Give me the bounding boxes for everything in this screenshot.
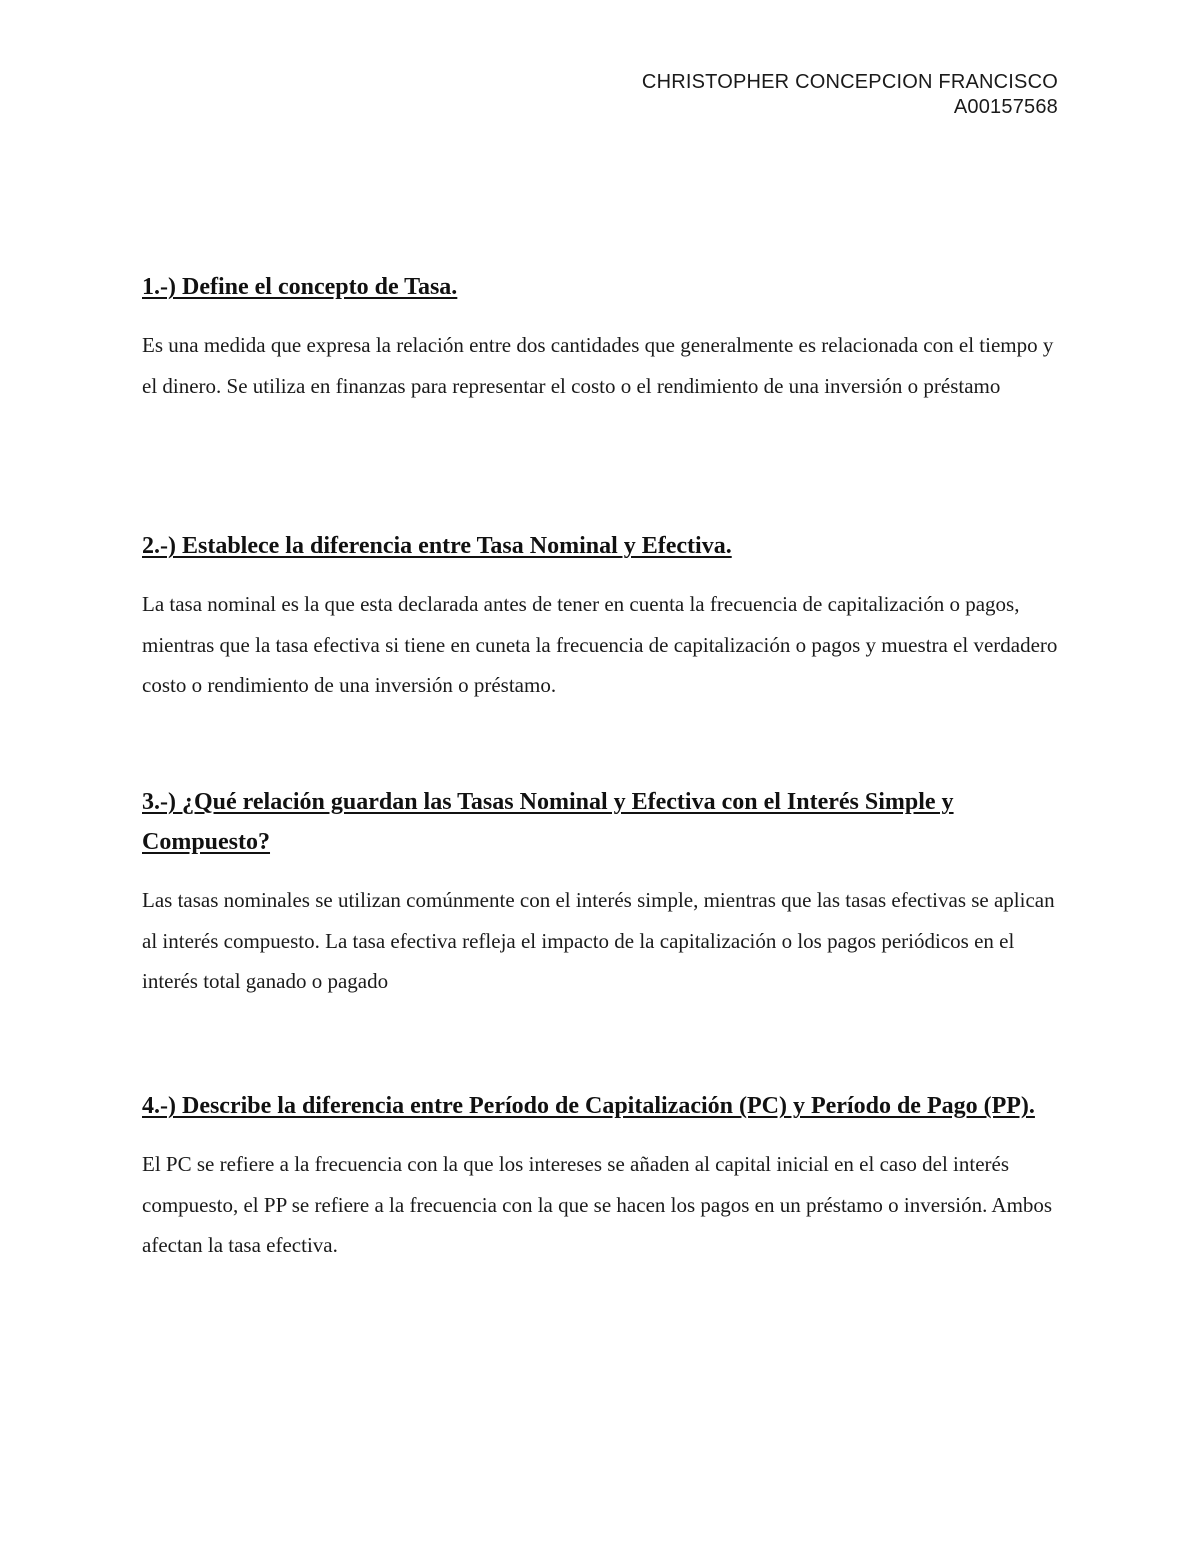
section-4 [142, 1086, 1067, 1266]
answer-4-paragraph: El PC se refiere a la frecuencia con la que los intereses se añaden al capital inicial en el caso del interés compuesto, el PP se refiere a la frecuencia con la que se hacen los pagos en un préstamo o inversión. Ambos afectan la tasa efectiva. [142, 1152, 1053, 1257]
document-body [142, 267, 1067, 1266]
answer-3-paragraph: Las tasas nominales se utilizan comúnmente con el interés simple, mientras que las tasas efectivas se aplican al interés compuesto. La tasa efectiva refleja el impacto de la capitalización o los pagos periódicos en el interés total ganado o pagado [142, 888, 1055, 993]
question-4-heading: 4.-) Describe la diferencia entre Período de Capitalización (PC) y Período de Pago (PP). [142, 1093, 1035, 1119]
author-name: CHRISTOPHER CONCEPCION FRANCISCO [641, 71, 1058, 93]
section-1 [142, 267, 1067, 526]
question-1-heading: 1.-) Define el concepto de Tasa. [142, 274, 458, 300]
section-2 [142, 526, 1067, 782]
section-3 [142, 782, 1067, 1086]
document-header [642, 70, 1058, 120]
answer-2-paragraph: La tasa nominal es la que esta declarada antes de tener en cuenta la frecuencia de capitalización o pagos, mientras que la tasa efectiva si tiene en cuneta la frecuencia de capitalización o pagos y muestra el verdadero costo o rendimiento de una inversión o préstamo. [142, 592, 1058, 697]
student-id: A00157568 [953, 96, 1058, 118]
answer-1-paragraph: Es una medida que expresa la relación entre dos cantidades que generalmente es relacionada con el tiempo y el dinero. Se utiliza en finanzas para representar el costo o el rendimiento de una inversión o préstamo [142, 333, 1054, 398]
question-3-heading: 3.-) ¿Qué relación guardan las Tasas Nominal y Efectiva con el Interés Simple y Compuesto? [142, 789, 954, 855]
question-2-heading: 2.-) Establece la diferencia entre Tasa Nominal y Efectiva. [142, 533, 732, 559]
